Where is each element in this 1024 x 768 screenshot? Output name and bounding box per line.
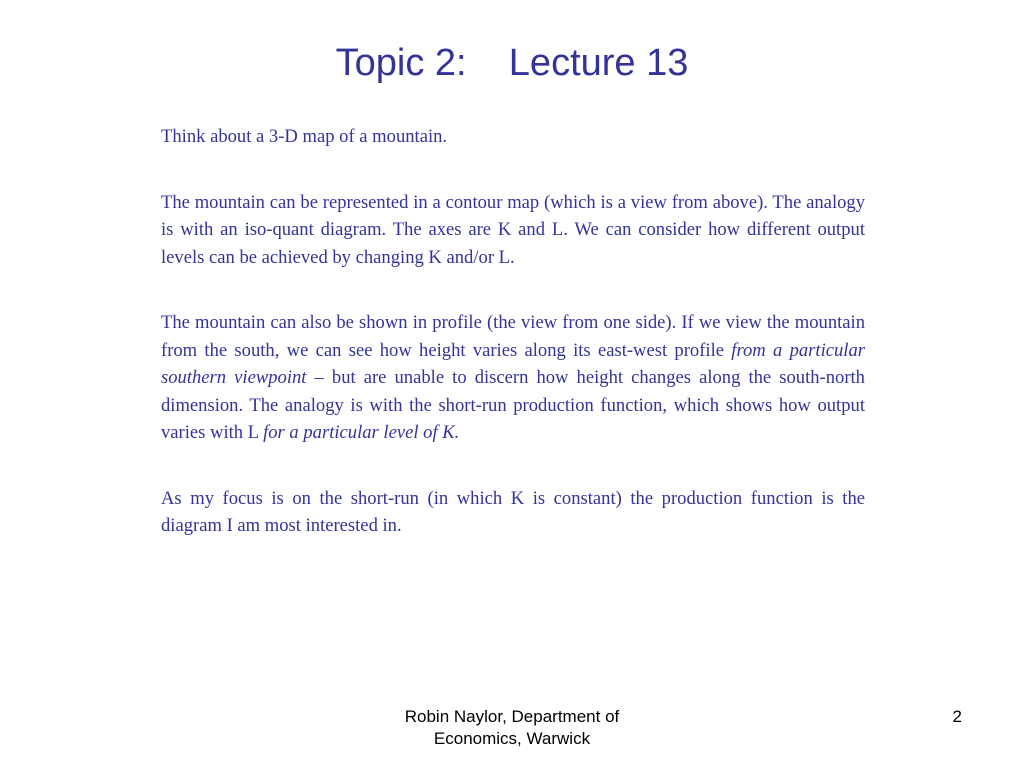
paragraph-3-italic-b: for a particular level of K.: [263, 422, 460, 443]
footer-line-2: Economics, Warwick: [433, 729, 591, 748]
paragraph-2: The mountain can be represented in a contour map (which is a view from above). The analogy is with an iso-quant diagram. The axes are K and L. We can consider how different output levels can be achieved by changing K and/or L.: [161, 191, 865, 268]
footer-author: [362, 706, 662, 750]
footer-line-1: Robin Naylor, Department of: [404, 707, 620, 726]
paragraph-1: Think about a 3-D map of a mountain.: [161, 126, 448, 147]
paragraph-3: [161, 309, 865, 447]
paragraph-3-text-a: The mountain can also be shown in profile (the view from one side). If we view the mountain from the south, we can see how height varies along its east-west profile: [161, 312, 865, 361]
paragraph-3-text-b: – but are unable to discern how height changes along the south-north dimension. The analogy is with the short-run production function, which shows how output varies with L: [161, 367, 865, 443]
slide-body: [161, 123, 865, 540]
slide-title: Topic 2: Lecture 13: [335, 42, 689, 84]
paragraph-3-italic-a: from a particular southern viewpoint: [161, 339, 865, 388]
page-number: 2: [952, 707, 962, 726]
paragraph-4: As my focus is on the short-run (in which K is constant) the production function is the diagram I am most interested in.: [161, 487, 865, 536]
